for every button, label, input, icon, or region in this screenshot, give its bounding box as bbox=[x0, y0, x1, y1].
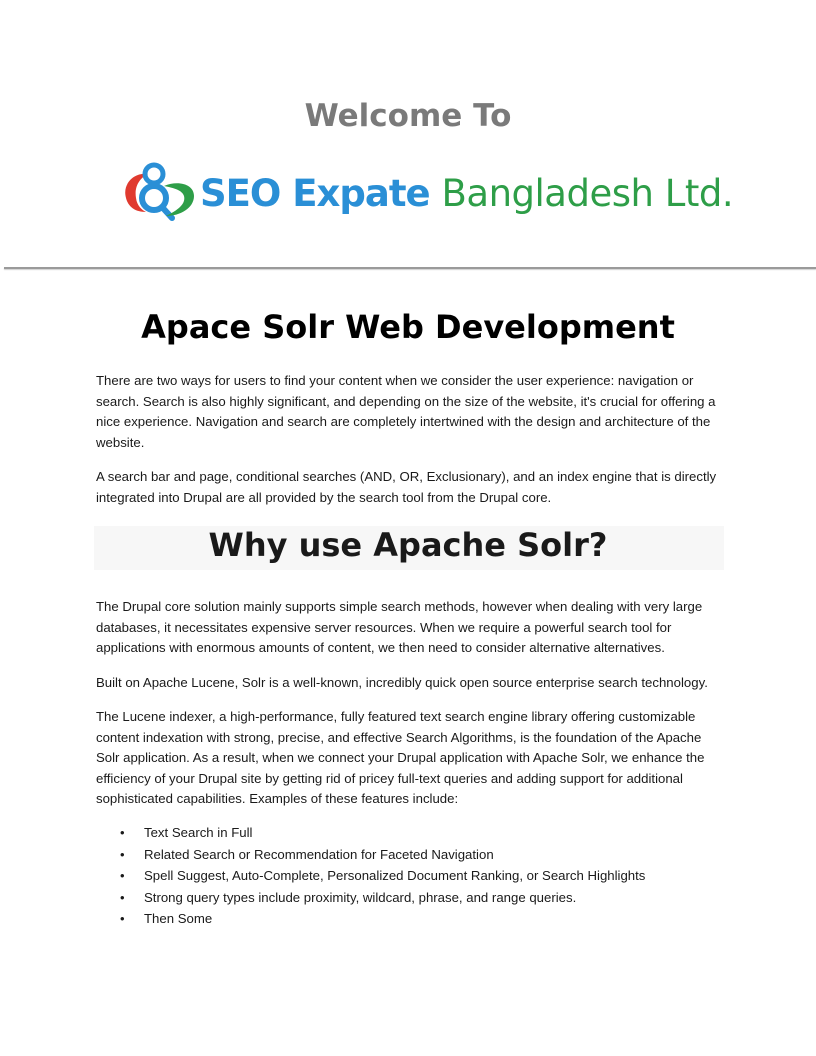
list-item-text: Text Search in Full bbox=[144, 825, 253, 840]
section-title: Why use Apache Solr? bbox=[208, 526, 608, 564]
list-item-text: Spell Suggest, Auto-Complete, Personalized Document Ranking, or Search Highlights bbox=[144, 868, 646, 884]
bullet-icon: • bbox=[120, 889, 125, 905]
company-logo bbox=[120, 160, 734, 230]
intro-paragraph-1: There are two ways for users to find your content when we consider the user experience: navigation or search. Search is also highly significant, and depending on the size of the website, it's crucial for offering a nice experience. Navigation and search are completely intertwined with the design and architecture of the website. bbox=[96, 373, 716, 450]
list-item bbox=[96, 822, 716, 844]
list-item bbox=[96, 865, 716, 887]
intro-paragraph-2: A search bar and page, conditional searches (AND, OR, Exclusionary), and an index engine that is directly integrated into Drupal are all provided by the search tool from the Drupal core. bbox=[96, 469, 717, 505]
list-item bbox=[96, 908, 716, 930]
body-paragraph-2: Built on Apache Lucene, Solr is a well-known, incredibly quick open source enterprise search technology. bbox=[96, 675, 708, 690]
bullet-icon: • bbox=[120, 825, 125, 840]
body-paragraph-1: The Drupal core solution mainly supports simple search methods, however when dealing with very large databases, it necessitates expensive server resources. When we require a powerful search tool for applications with enormous amounts of content, we then need to consider alternative alternatives. bbox=[96, 599, 703, 656]
header-divider bbox=[4, 267, 816, 269]
bullet-icon: • bbox=[120, 911, 125, 927]
feature-list bbox=[96, 822, 716, 930]
logo-brand-green: Bangladesh Ltd. bbox=[441, 172, 734, 215]
logo-wordmark bbox=[200, 172, 733, 215]
list-item bbox=[96, 844, 716, 866]
body-paragraph-3: The Lucene indexer, a high-performance, fully featured text search engine library offering customizable content indexation with strong, precise, and effective Search Algorithms, is the foundation of the Apache Solr application. As a result, when we connect your Drupal application with Apache Solr, we enhance the efficiency of your Drupal site by getting rid of pricey full-text queries and adding support for additional sophisticated capabilities. Examples of these features include: bbox=[96, 709, 705, 807]
welcome-heading: Welcome To bbox=[304, 98, 512, 134]
page-title: Apace Solr Web Development bbox=[141, 308, 675, 346]
list-item-text: Related Search or Recommendation for Faceted Navigation bbox=[144, 846, 494, 862]
logo-mark-icon bbox=[120, 160, 200, 230]
list-item-text: Strong query types include proximity, wildcard, phrase, and range queries. bbox=[144, 889, 577, 905]
bullet-icon: • bbox=[120, 868, 125, 884]
list-item bbox=[96, 887, 716, 909]
logo-brand-blue: SEO Expate bbox=[200, 172, 430, 215]
list-item-text: Then Some bbox=[144, 911, 213, 927]
bullet-icon: • bbox=[120, 846, 125, 862]
